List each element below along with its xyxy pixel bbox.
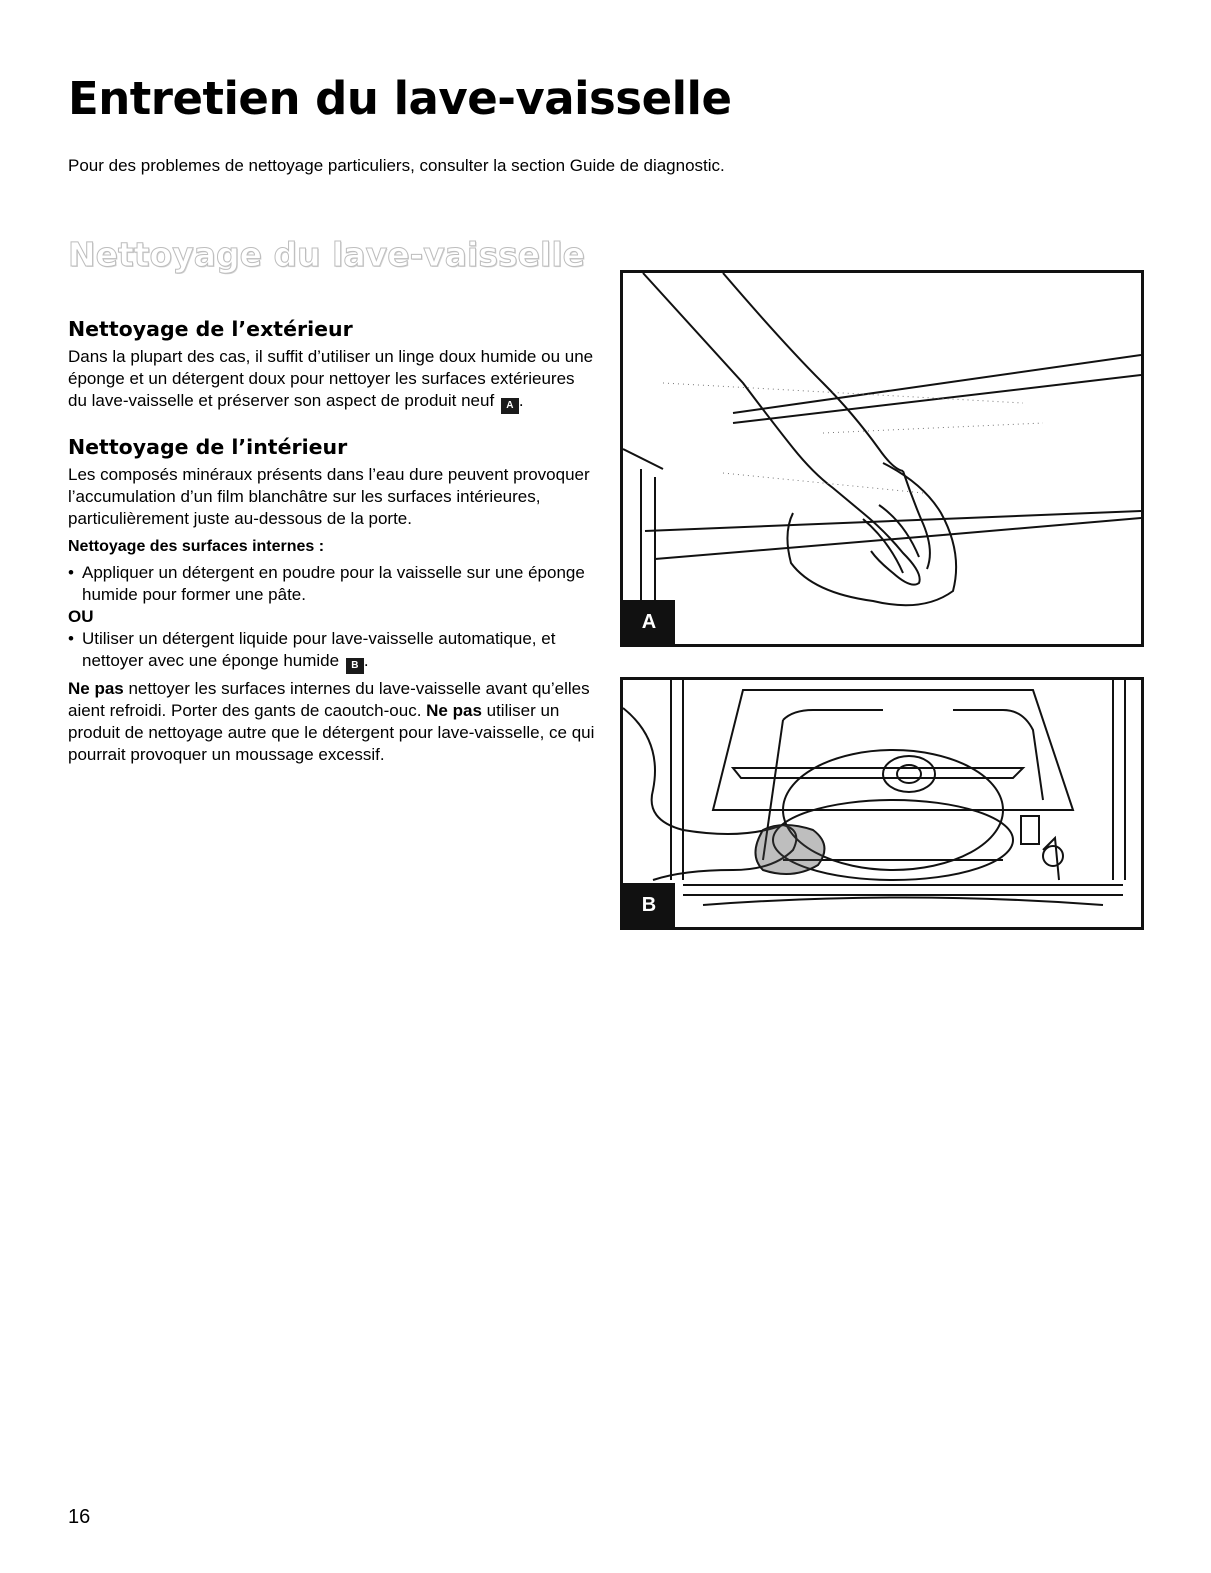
exterior-paragraph — [68, 346, 596, 414]
figure-ref-b: B — [346, 658, 364, 674]
figure-ref-a: A — [501, 398, 519, 414]
figure-b-label: B — [623, 883, 675, 927]
exterior-text: Dans la plupart des cas, il suffit d’utiliser un linge doux humide ou une éponge et un détergent doux pour nettoyer les surfaces extérieures du lave-vaisselle et préserver son aspect de produit neuf — [68, 347, 594, 410]
warning-paragraph — [68, 678, 596, 766]
bullet-liquid-text: Utiliser un détergent liquide pour lave-vaisselle automatique, et nettoyer avec une éponge humide — [82, 629, 556, 670]
interior-heading: Nettoyage de l’intérieur — [68, 435, 348, 459]
bullet-list-1 — [68, 562, 596, 606]
section-title: Nettoyage du lave-vaisselle — [68, 235, 586, 274]
bullet-item-powder: • Appliquer un détergent en poudre pour la vaisselle sur une éponge humide pour former une pâte. — [68, 562, 596, 606]
warning-text-1: nettoyer les surfaces internes du lave-vaisselle avant qu’elles aient refroidi. Porter des gants de caoutch-ouc. — [68, 679, 590, 720]
bullet-liquid-end: . — [363, 651, 369, 670]
warning-bold-1: Ne pas — [68, 679, 124, 698]
figure-a-label: A — [623, 600, 675, 644]
exterior-heading: Nettoyage de l’extérieur — [68, 317, 353, 341]
exterior-end: . — [518, 391, 524, 410]
bullet-item-liquid — [68, 628, 596, 674]
page-title: Entretien du lave-vaisselle — [68, 72, 732, 125]
bullet-list-2 — [68, 628, 596, 674]
or-label: OU — [68, 607, 94, 626]
warning-bold-2: Ne pas — [426, 701, 482, 720]
figure-a — [620, 270, 1144, 647]
interior-subheading: Nettoyage des surfaces internes : — [68, 538, 325, 555]
figure-b — [620, 677, 1144, 930]
text-column — [68, 316, 596, 766]
page-number: 16 — [68, 1506, 91, 1528]
interior-cleaning-illustration — [623, 680, 1141, 927]
warning-text-2: utiliser un produit de nettoyage autre que le détergent pour lave-vaisselle, ce qui pourrait provoquer un moussage excessif. — [68, 701, 595, 764]
exterior-cleaning-illustration — [623, 273, 1141, 644]
interior-paragraph: Les composés minéraux présents dans l’eau dure peuvent provoquer l’accumulation d’un film blanchâtre sur les surfaces intérieures, particulièrement juste au-dessous de la porte. — [68, 465, 590, 528]
intro-text: Pour des problemes de nettoyage particuliers, consulter la section Guide de diagnostic. — [68, 156, 725, 175]
